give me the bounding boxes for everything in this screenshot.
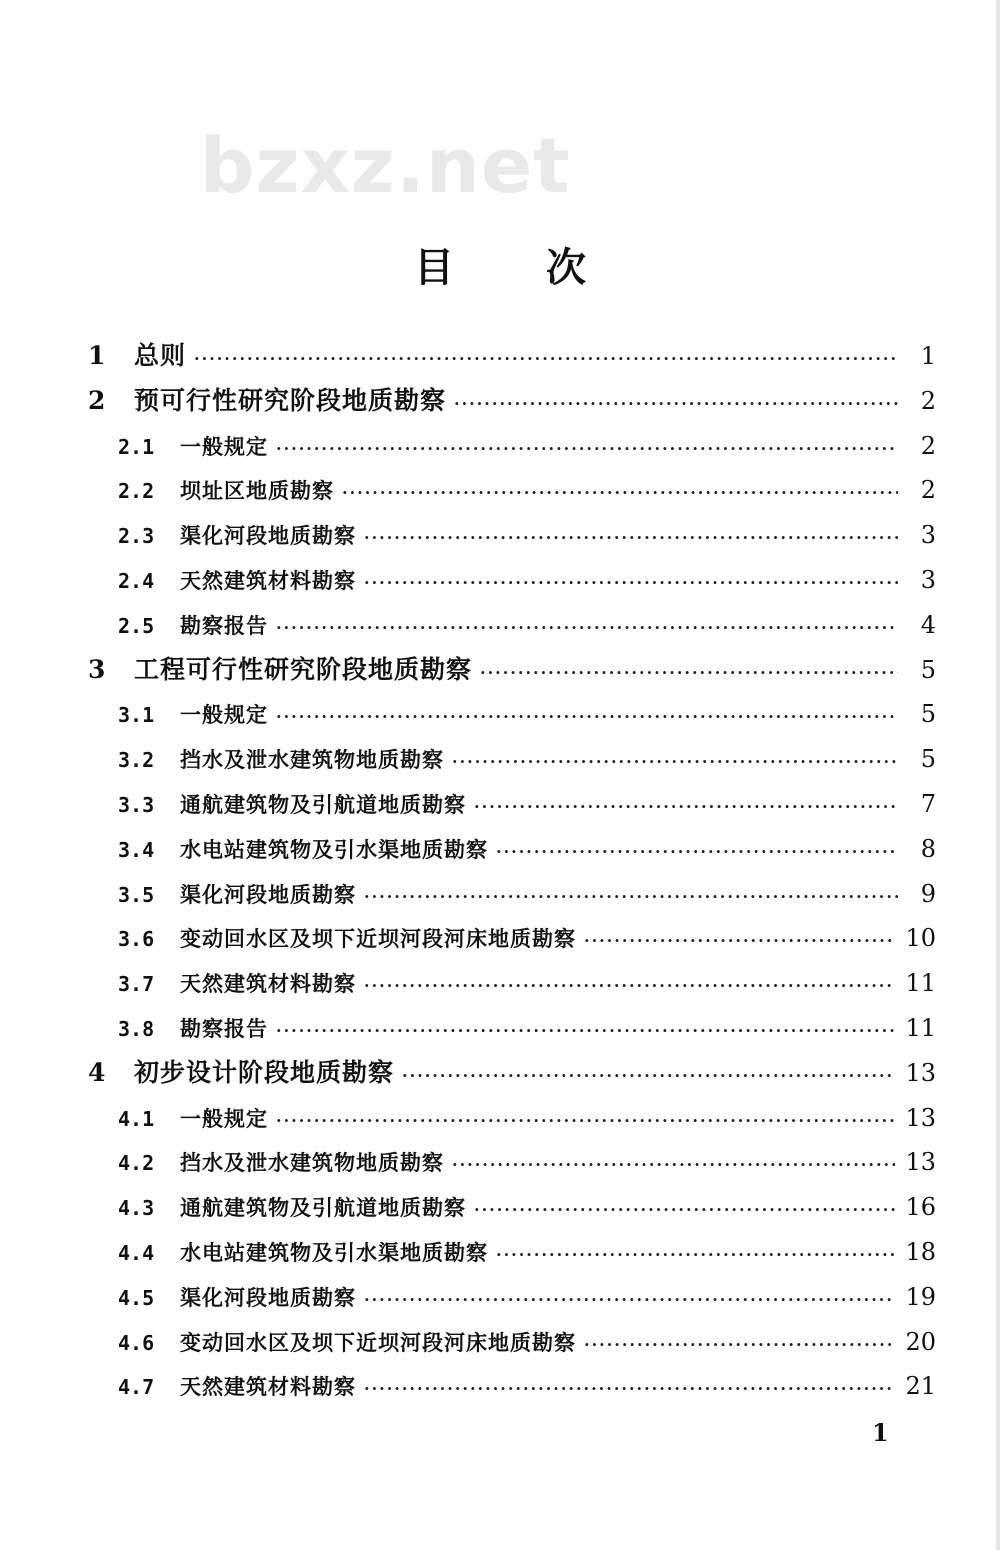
- toc-entry-title: 水电站建筑物及引水渠地质勘察: [180, 836, 488, 862]
- toc-chapter[interactable]: [88, 379, 936, 424]
- toc-leader-dots: [496, 830, 898, 875]
- toc-leader-dots: [402, 1054, 895, 1099]
- toc-entry-title: 一般规定: [180, 702, 268, 728]
- toc-section[interactable]: [88, 603, 936, 648]
- toc-entry-page: 11: [905, 1013, 936, 1042]
- title-char-2: 次: [546, 244, 586, 291]
- toc-leader-dots: [584, 1323, 895, 1368]
- toc-entry-page: 4: [920, 610, 936, 639]
- page-title: [0, 240, 1000, 296]
- toc-entry-title: 通航建筑物及引航道地质勘察: [180, 1195, 466, 1221]
- toc-leader-dots: [276, 695, 898, 740]
- toc-entry-number: 2.5: [118, 613, 155, 638]
- toc-section[interactable]: [88, 1006, 936, 1051]
- toc-entry-title: 工程可行性研究阶段地质勘察: [134, 654, 473, 684]
- toc-chapter[interactable]: [88, 1051, 936, 1096]
- toc-entry-title: 渠化河段地质勘察: [180, 1284, 356, 1310]
- toc-entry-number: 4.7: [118, 1375, 155, 1400]
- toc-entry-page: 11: [905, 969, 936, 998]
- toc-leader-dots: [474, 785, 898, 830]
- toc-entry-page: 19: [905, 1282, 936, 1311]
- toc-entry-title: 勘察报告: [180, 1015, 268, 1041]
- toc-chapter[interactable]: [88, 648, 936, 693]
- toc-entry-title: 预可行性研究阶段地质勘察: [134, 385, 447, 415]
- toc-entry-page: 13: [905, 1058, 936, 1087]
- toc-leader-dots: [342, 471, 898, 516]
- toc-entry-title: 挡水及泄水建筑物地质勘察: [180, 1150, 444, 1176]
- toc-entry-page: 20: [905, 1327, 936, 1356]
- toc-entry-title: 渠化河段地质勘察: [180, 881, 356, 907]
- page-number: 1: [872, 1418, 889, 1447]
- toc-entry-page: 21: [905, 1372, 936, 1401]
- toc-entry-number: 2.3: [118, 524, 155, 549]
- toc-entry-number: 4.4: [118, 1240, 155, 1265]
- toc-leader-dots: [276, 1099, 895, 1144]
- table-of-contents: [88, 334, 936, 1409]
- toc-chapter[interactable]: [88, 334, 936, 379]
- toc-entry-page: 7: [920, 789, 936, 818]
- toc-entry-number: 2.1: [118, 434, 155, 459]
- toc-entry-page: 3: [920, 521, 936, 550]
- toc-section[interactable]: [88, 513, 936, 558]
- toc-entry-number: 3.7: [118, 972, 155, 997]
- toc-section[interactable]: [88, 916, 936, 961]
- toc-section[interactable]: [88, 1185, 936, 1230]
- toc-section[interactable]: [88, 1230, 936, 1275]
- toc-entry-page: 2: [920, 476, 936, 505]
- toc-entry-page: 10: [905, 924, 936, 953]
- toc-entry-number: 3.3: [118, 792, 155, 817]
- toc-entry-title: 水电站建筑物及引水渠地质勘察: [180, 1239, 488, 1265]
- toc-section[interactable]: [88, 1275, 936, 1320]
- toc-leader-dots: [364, 1367, 895, 1412]
- toc-entry-title: 总则: [134, 341, 187, 370]
- toc-entry-page: 18: [905, 1237, 936, 1266]
- toc-leader-dots: [454, 382, 898, 427]
- toc-section[interactable]: [88, 737, 936, 782]
- toc-leader-dots: [276, 1009, 895, 1054]
- toc-entry-title: 天然建筑材料勘察: [180, 1374, 356, 1400]
- toc-section[interactable]: [88, 1096, 936, 1141]
- toc-leader-dots: [364, 964, 895, 1009]
- toc-leader-dots: [480, 651, 898, 696]
- toc-entry-page: 5: [920, 745, 936, 774]
- toc-leader-dots: [276, 606, 898, 651]
- toc-entry-page: 2: [920, 386, 936, 415]
- toc-section[interactable]: [88, 468, 936, 513]
- toc-section[interactable]: [88, 558, 936, 603]
- toc-entry-number: 2: [88, 385, 106, 415]
- toc-entry-page: 13: [905, 1148, 936, 1177]
- toc-section[interactable]: [88, 827, 936, 872]
- toc-entry-number: 3.5: [118, 882, 155, 907]
- toc-entry-page: 2: [920, 431, 936, 460]
- toc-entry-title: 一般规定: [180, 1105, 268, 1131]
- toc-leader-dots: [276, 427, 898, 472]
- toc-section[interactable]: [88, 782, 936, 827]
- toc-entry-number: 3.1: [118, 703, 155, 728]
- toc-entry-number: 2.4: [118, 568, 155, 593]
- toc-entry-title: 变动回水区及坝下近坝河段河床地质勘察: [180, 1329, 576, 1355]
- toc-entry-title: 坝址区地质勘察: [180, 478, 334, 504]
- toc-entry-number: 3.8: [118, 1016, 155, 1041]
- toc-entry-title: 渠化河段地质勘察: [180, 523, 356, 549]
- toc-leader-dots: [364, 516, 898, 561]
- toc-entry-page: 16: [905, 1193, 936, 1222]
- title-char-1: 目: [414, 244, 454, 291]
- toc-entry-page: 3: [920, 565, 936, 594]
- toc-entry-title: 变动回水区及坝下近坝河段河床地质勘察: [180, 926, 576, 952]
- toc-leader-dots: [584, 919, 895, 964]
- toc-section[interactable]: [88, 961, 936, 1006]
- toc-section[interactable]: [88, 692, 936, 737]
- toc-leader-dots: [452, 1143, 895, 1188]
- toc-entry-title: 通航建筑物及引航道地质勘察: [180, 791, 466, 817]
- toc-entry-number: 4.1: [118, 1106, 155, 1131]
- toc-entry-page: 9: [920, 879, 936, 908]
- toc-section[interactable]: [88, 1320, 936, 1365]
- toc-leader-dots: [194, 337, 898, 382]
- toc-leader-dots: [474, 1188, 895, 1233]
- watermark: bzxz.net: [200, 121, 571, 210]
- toc-leader-dots: [496, 1233, 895, 1278]
- toc-entry-page: 8: [920, 834, 936, 863]
- toc-entry-page: 13: [905, 1103, 936, 1132]
- toc-entry-title: 一般规定: [180, 433, 268, 459]
- toc-leader-dots: [364, 561, 898, 606]
- toc-section[interactable]: [88, 424, 936, 469]
- page-edge: [996, 0, 1000, 1550]
- toc-entry-number: 1: [88, 341, 106, 370]
- toc-entry-number: 4.3: [118, 1196, 155, 1221]
- toc-entry-page: 1: [920, 342, 936, 370]
- toc-entry-number: 4.2: [118, 1151, 155, 1176]
- toc-section[interactable]: [88, 1140, 936, 1185]
- toc-entry-number: 4.5: [118, 1285, 155, 1310]
- toc-entry-page: 5: [920, 655, 936, 684]
- toc-entry-number: 2.2: [118, 479, 155, 504]
- toc-section[interactable]: [88, 872, 936, 917]
- toc-entry-number: 3.2: [118, 748, 155, 773]
- toc-leader-dots: [364, 1278, 895, 1323]
- toc-section[interactable]: [88, 1364, 936, 1409]
- toc-entry-number: 3: [88, 654, 106, 684]
- toc-entry-page: 5: [920, 700, 936, 729]
- toc-entry-title: 勘察报告: [180, 612, 268, 638]
- toc-entry-title: 初步设计阶段地质勘察: [134, 1057, 395, 1087]
- toc-entry-number: 3.4: [118, 837, 155, 862]
- toc-entry-title: 天然建筑材料勘察: [180, 971, 356, 997]
- toc-entry-title: 挡水及泄水建筑物地质勘察: [180, 747, 444, 773]
- toc-entry-number: 3.6: [118, 927, 155, 952]
- toc-entry-number: 4.6: [118, 1330, 155, 1355]
- toc-leader-dots: [364, 875, 898, 920]
- toc-entry-number: 4: [88, 1057, 106, 1087]
- toc-leader-dots: [452, 740, 898, 785]
- toc-entry-title: 天然建筑材料勘察: [180, 567, 356, 593]
